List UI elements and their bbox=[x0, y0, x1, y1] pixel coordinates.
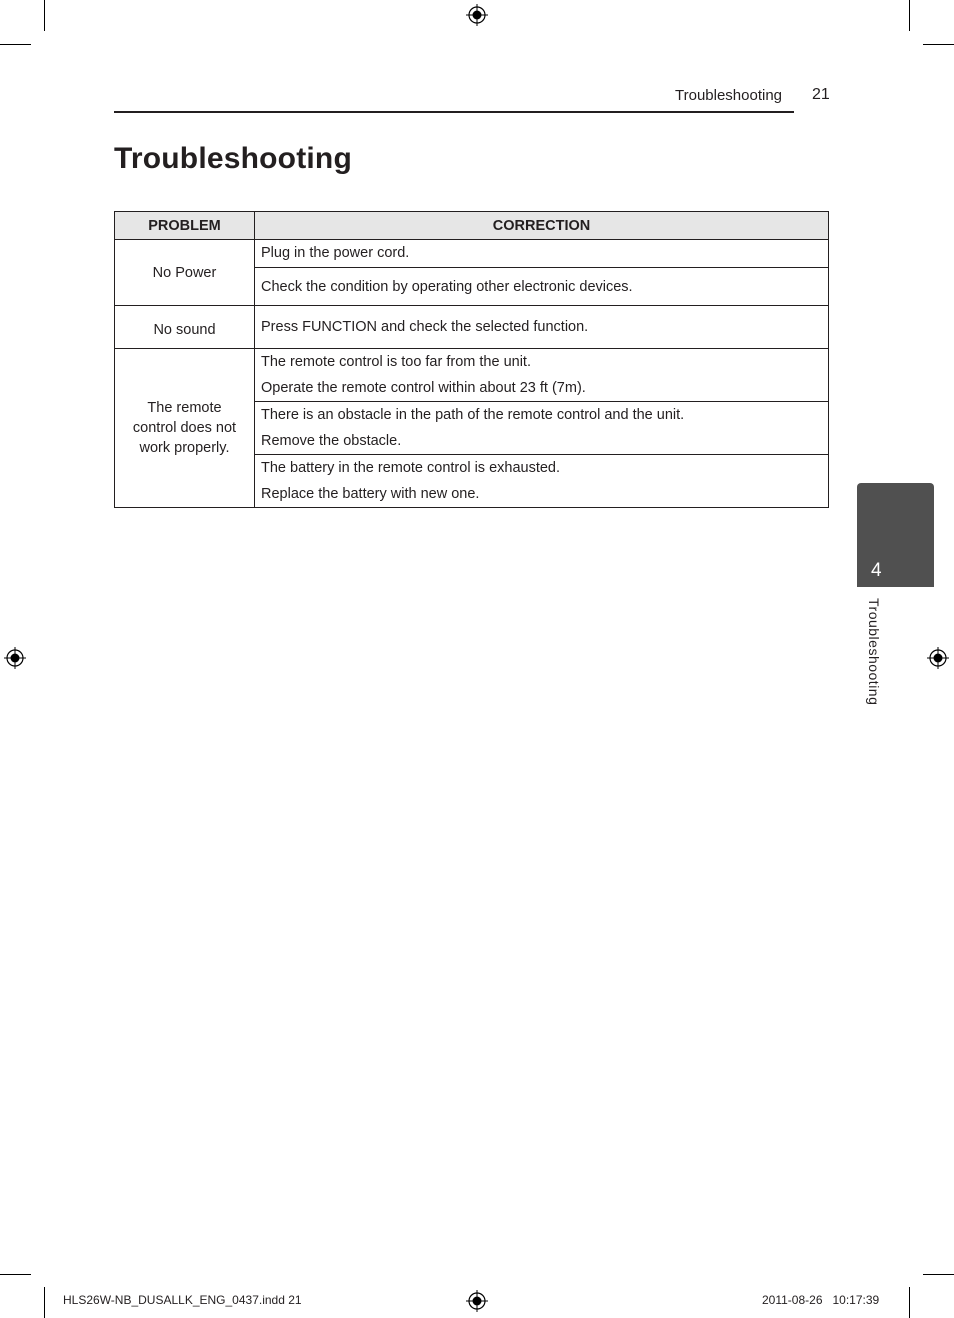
page-number: 21 bbox=[812, 86, 830, 103]
registration-mark-icon bbox=[4, 647, 26, 669]
registration-mark-icon bbox=[466, 4, 488, 26]
correction-cell bbox=[255, 306, 829, 349]
chapter-label: Troubleshooting bbox=[866, 598, 882, 706]
header-correction: CORRECTION bbox=[255, 212, 829, 240]
correction-line: Plug in the power cord. bbox=[261, 245, 410, 261]
correction-line: The remote control is too far from the unit. bbox=[261, 354, 531, 370]
problem-cell: No Power bbox=[115, 240, 255, 306]
correction-cell bbox=[255, 240, 829, 268]
registration-mark-icon bbox=[927, 647, 949, 669]
correction-line: The battery in the remote control is exhausted. bbox=[261, 460, 561, 476]
problem-cell: No sound bbox=[115, 306, 255, 349]
correction-line: Press FUNCTION and check the selected function. bbox=[261, 319, 589, 335]
troubleshooting-table bbox=[114, 211, 829, 508]
header-problem: PROBLEM bbox=[115, 212, 255, 240]
correction-line: Operate the remote control within about 23 ft (7m). bbox=[261, 380, 586, 396]
crop-mark bbox=[44, 0, 45, 31]
running-header-section: Troubleshooting bbox=[675, 87, 783, 104]
table-header-row bbox=[115, 212, 829, 240]
crop-mark bbox=[923, 1274, 954, 1275]
correction-line: Check the condition by operating other electronic devices. bbox=[261, 278, 633, 295]
slug-timestamp: 2011-08-26 10:17:39 bbox=[762, 1293, 880, 1307]
correction-cell bbox=[255, 455, 829, 508]
crop-mark bbox=[909, 0, 910, 31]
table-row bbox=[115, 240, 829, 268]
header-rule bbox=[114, 111, 794, 113]
slug-filename: HLS26W-NB_DUSALLK_ENG_0437.indd 21 bbox=[63, 1293, 302, 1307]
correction-cell bbox=[255, 268, 829, 306]
correction-cell bbox=[255, 349, 829, 402]
chapter-number: 4 bbox=[871, 560, 882, 581]
correction-line: Replace the battery with new one. bbox=[261, 486, 480, 502]
correction-cell bbox=[255, 402, 829, 455]
correction-line: There is an obstacle in the path of the remote control and the unit. bbox=[261, 407, 685, 423]
crop-mark bbox=[44, 1287, 45, 1318]
crop-mark bbox=[0, 44, 31, 45]
correction-line: Remove the obstacle. bbox=[261, 433, 402, 449]
page-title: Troubleshooting bbox=[114, 142, 352, 175]
crop-mark bbox=[923, 44, 954, 45]
chapter-tab bbox=[857, 483, 934, 587]
problem-cell: The remote control does not work properly. bbox=[115, 349, 255, 508]
table-row bbox=[115, 306, 829, 349]
crop-mark bbox=[909, 1287, 910, 1318]
table-row bbox=[115, 349, 829, 402]
registration-mark-icon bbox=[466, 1290, 488, 1312]
crop-mark bbox=[0, 1274, 31, 1275]
